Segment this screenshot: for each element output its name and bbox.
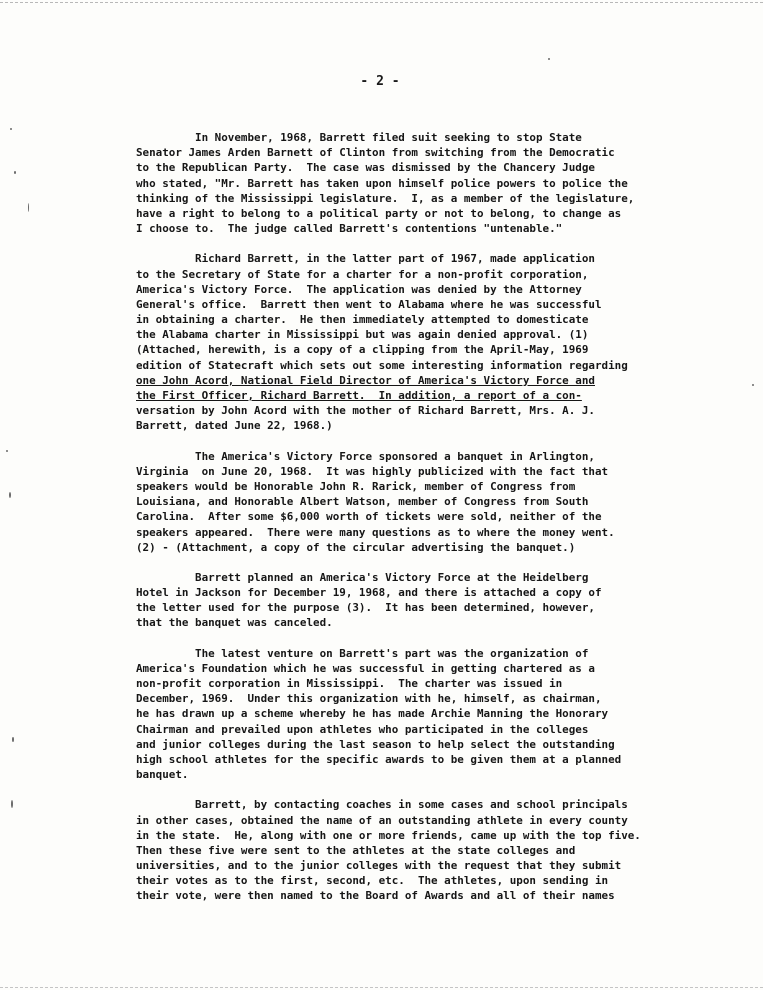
text-line: to the Secretary of State for a charter for a non-profit corporation,: [136, 267, 589, 281]
text-line: their vote, were then named to the Board of Awards and all of their names: [136, 889, 615, 903]
scan-speck: [6, 450, 8, 452]
page-number: - 2 -: [360, 74, 400, 89]
text-line: America's Foundation which he was successful in getting chartered as a: [136, 661, 595, 675]
paragraph-arlington-banquet: [136, 449, 696, 555]
text-line: the letter used for the purpose (3). It has been determined, however,: [136, 601, 595, 615]
text-line: In November, 1968, Barrett filed suit seeking to stop State: [136, 131, 582, 144]
page-top-edge: [0, 2, 763, 3]
scan-speck: [10, 128, 12, 130]
text-line: speakers appeared. There were many questions as to where the money went.: [136, 525, 615, 539]
text-line: Barrett planned an America's Victory Force at the Heidelberg: [136, 570, 589, 584]
text-line: non-profit corporation in Mississippi. The charter was issued in: [136, 677, 563, 690]
text-line: Then these five were sent to the athletes at the state colleges and: [136, 843, 576, 857]
text-line: versation by John Acord with the mother of Richard Barrett, Mrs. A. J.: [136, 404, 595, 418]
scan-speck: [752, 384, 754, 386]
scan-speck: [11, 800, 13, 808]
paragraph-heidelberg-banquet: [136, 570, 696, 631]
scan-speck: [12, 737, 14, 742]
text-line: in obtaining a charter. He then immediately attempted to domesticate: [136, 313, 589, 327]
page-bottom-edge: [0, 987, 763, 988]
paragraph-americas-foundation: [136, 646, 696, 783]
text-line: The America's Victory Force sponsored a banquet in Arlington,: [136, 449, 595, 463]
text-line: in the state. He, along with one or more friends, came up with the top five.: [136, 828, 641, 842]
text-line: the Alabama charter in Mississippi but was again denied approval. (1): [136, 328, 589, 342]
text-line: high school athletes for the specific awards to be given them at a planned: [136, 752, 622, 766]
text-line: edition of Statecraft which sets out some interesting information regarding: [136, 358, 628, 372]
text-line: to the Republican Party. The case was dismissed by the Chancery Judge: [136, 161, 595, 175]
text-line: and junior colleges during the last season to help select the outstanding: [136, 737, 615, 751]
paragraph-victory-force-charter: [136, 251, 696, 433]
text-line: that the banquet was canceled.: [136, 616, 333, 630]
text-line: Senator James Arden Barnett of Clinton from switching from the Democratic: [136, 146, 615, 160]
document-body: [136, 130, 696, 904]
text-line: in other cases, obtained the name of an outstanding athlete in every county: [136, 813, 628, 827]
scan-speck: [14, 171, 16, 174]
text-line: I choose to. The judge called Barrett's contentions "untenable.": [136, 222, 563, 236]
paragraph-barnett-lawsuit: [136, 130, 696, 236]
scan-speck: [28, 203, 29, 212]
text-line: America's Victory Force. The application was denied by the Attorney: [136, 282, 582, 296]
text-line: (Attached, herewith, is a copy of a clipping from the April-May, 1969: [136, 343, 589, 357]
underlined-text-line: the First Officer, Richard Barrett. In addition, a report of a con-: [136, 389, 582, 402]
text-line: Chairman and prevailed upon athletes who participated in the colleges: [136, 722, 589, 736]
text-line: universities, and to the junior colleges with the request that they submit: [136, 859, 622, 873]
text-line: their votes as to the first, second, etc. The athletes, upon sending in: [136, 874, 609, 888]
text-line: General's office. Barrett then went to Alabama where he was successful: [136, 297, 602, 311]
text-line: thinking of the Mississippi legislature. I, as a member of the legislature,: [136, 191, 635, 205]
text-line: speakers would be Honorable John R. Rarick, member of Congress from: [136, 479, 576, 493]
text-line: have a right to belong to a political party or not to belong, to change as: [136, 206, 622, 220]
text-line: Barrett, dated June 22, 1968.): [136, 419, 333, 433]
scan-speck: [9, 492, 11, 498]
text-line: Richard Barrett, in the latter part of 1967, made application: [136, 252, 595, 266]
text-line: (2) - (Attachment, a copy of the circular advertising the banquet.): [136, 540, 576, 554]
text-line: he has drawn up a scheme whereby he has made Archie Manning the Honorary: [136, 707, 609, 721]
text-line: December, 1969. Under this organization with he, himself, as chairman,: [136, 692, 602, 706]
text-line: Barrett, by contacting coaches in some cases and school principals: [136, 798, 628, 812]
scan-speck: [548, 58, 550, 60]
text-line: Louisiana, and Honorable Albert Watson, member of Congress from South: [136, 495, 589, 509]
text-line: who stated, "Mr. Barrett has taken upon himself police powers to police the: [136, 176, 628, 190]
paragraph-athlete-selection: [136, 797, 696, 903]
text-line: Hotel in Jackson for December 19, 1968, and there is attached a copy of: [136, 586, 602, 600]
text-line: Virginia on June 20, 1968. It was highly publicized with the fact that: [136, 464, 609, 478]
text-line: banquet.: [136, 768, 189, 782]
underlined-text-line: one John Acord, National Field Director of America's Victory Force and: [136, 373, 595, 387]
text-line: The latest venture on Barrett's part was the organization of: [136, 646, 589, 660]
text-line: Carolina. After some $6,000 worth of tickets were sold, neither of the: [136, 510, 602, 524]
